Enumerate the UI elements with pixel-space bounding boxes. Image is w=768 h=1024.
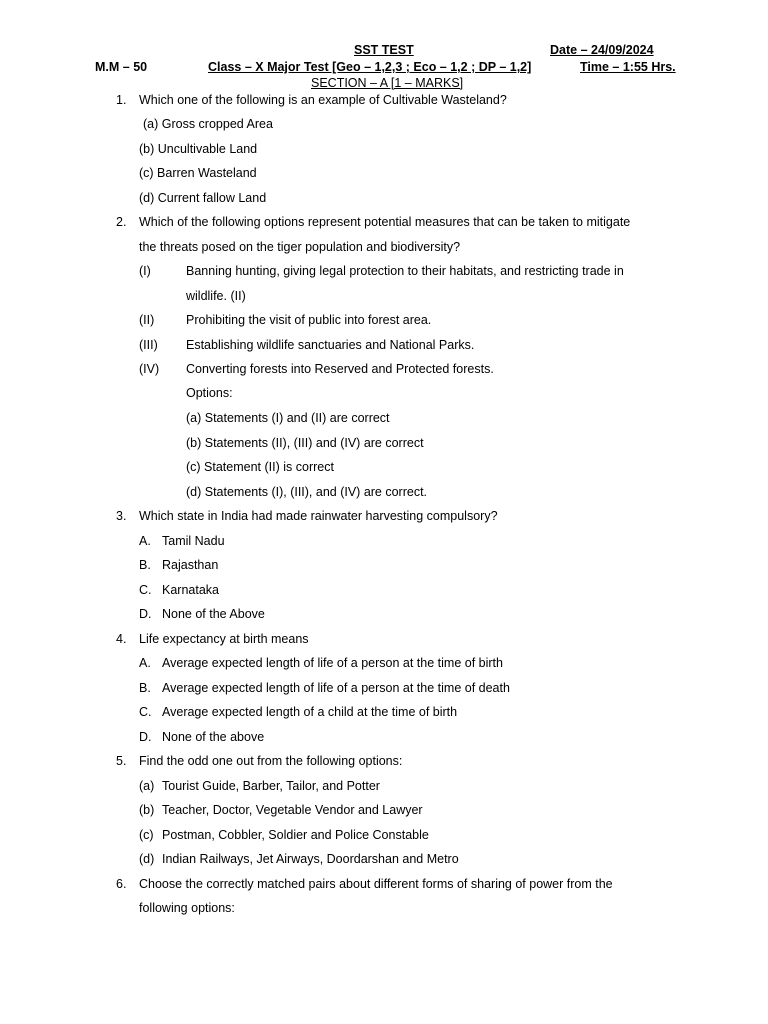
option-label: B.: [139, 558, 151, 572]
option-label: (b): [139, 803, 155, 817]
option-text: Teacher, Doctor, Vegetable Vendor and Lawyer: [162, 803, 423, 817]
question-text: Find the odd one out from the following options:: [139, 754, 403, 768]
statement-label: (III): [139, 338, 158, 352]
statement-text: Establishing wildlife sanctuaries and National Parks.: [186, 338, 475, 352]
option-text: None of the Above: [162, 607, 265, 621]
option-text: (a) Gross cropped Area: [143, 117, 273, 131]
class-line: Class – X Major Test [Geo – 1,2,3 ; Eco – 1,2 ; DP – 1,2]: [208, 60, 532, 74]
options-heading: Options:: [186, 386, 233, 400]
option-label: B.: [139, 681, 151, 695]
option-text: Tamil Nadu: [162, 534, 225, 548]
max-marks: M.M – 50: [95, 60, 148, 74]
question-text: following options:: [139, 901, 235, 915]
statement-text: wildlife. (II): [186, 289, 246, 303]
option-text: Rajasthan: [162, 558, 219, 572]
option-text: (c) Statement (II) is correct: [186, 460, 334, 474]
option-text: Postman, Cobbler, Soldier and Police Constable: [162, 828, 429, 842]
section-heading: SECTION – A [1 – MARKS]: [311, 76, 464, 90]
statement-text: Banning hunting, giving legal protection to their habitats, and restricting trade in: [186, 264, 624, 278]
option-label: D.: [139, 607, 152, 621]
question-text: Which of the following options represent potential measures that can be taken to mitigate: [139, 215, 631, 229]
option-text: Indian Railways, Jet Airways, Doordarshan and Metro: [162, 852, 459, 866]
question-number: 3.: [116, 509, 127, 523]
test-date: Date – 24/09/2024: [550, 43, 654, 57]
option-text: (a) Statements (I) and (II) are correct: [186, 411, 390, 425]
option-text: (b) Statements (II), (III) and (IV) are correct: [186, 436, 424, 450]
question-text: Choose the correctly matched pairs about different forms of sharing of power from the: [139, 877, 613, 891]
option-text: Average expected length of life of a person at the time of birth: [162, 656, 503, 670]
option-label: (d): [139, 852, 155, 866]
question-number: 6.: [116, 877, 127, 891]
statement-text: Converting forests into Reserved and Protected forests.: [186, 362, 494, 376]
question-number: 1.: [116, 93, 127, 107]
option-text: (d) Current fallow Land: [139, 191, 267, 205]
option-text: Karnataka: [162, 583, 219, 597]
question-text: the threats posed on the tiger population and biodiversity?: [139, 240, 461, 254]
option-text: Average expected length of life of a person at the time of death: [162, 681, 510, 695]
question-text: Which state in India had made rainwater harvesting compulsory?: [139, 509, 498, 523]
option-text: Average expected length of a child at the time of birth: [162, 705, 458, 719]
option-text: (c) Barren Wasteland: [139, 166, 257, 180]
test-time: Time – 1:55 Hrs.: [580, 60, 676, 74]
question-text: Life expectancy at birth means: [139, 632, 309, 646]
option-text: (d) Statements (I), (III), and (IV) are correct.: [186, 485, 428, 499]
option-label: C.: [139, 583, 152, 597]
question-number: 2.: [116, 215, 127, 229]
option-text: None of the above: [162, 730, 265, 744]
question-number: 5.: [116, 754, 127, 768]
option-label: A.: [139, 534, 151, 548]
test-title: SST TEST: [354, 43, 414, 57]
option-text: (b) Uncultivable Land: [139, 142, 258, 156]
statement-label: (I): [139, 264, 151, 278]
statement-label: (IV): [139, 362, 160, 376]
option-label: A.: [139, 656, 151, 670]
option-label: (c): [139, 828, 154, 842]
option-label: (a): [139, 779, 155, 793]
option-label: C.: [139, 705, 152, 719]
statement-label: (II): [139, 313, 155, 327]
option-label: D.: [139, 730, 152, 744]
question-number: 4.: [116, 632, 127, 646]
question-text: Which one of the following is an example of Cultivable Wasteland?: [139, 93, 507, 107]
option-text: Tourist Guide, Barber, Tailor, and Potter: [162, 779, 380, 793]
statement-text: Prohibiting the visit of public into forest area.: [186, 313, 432, 327]
